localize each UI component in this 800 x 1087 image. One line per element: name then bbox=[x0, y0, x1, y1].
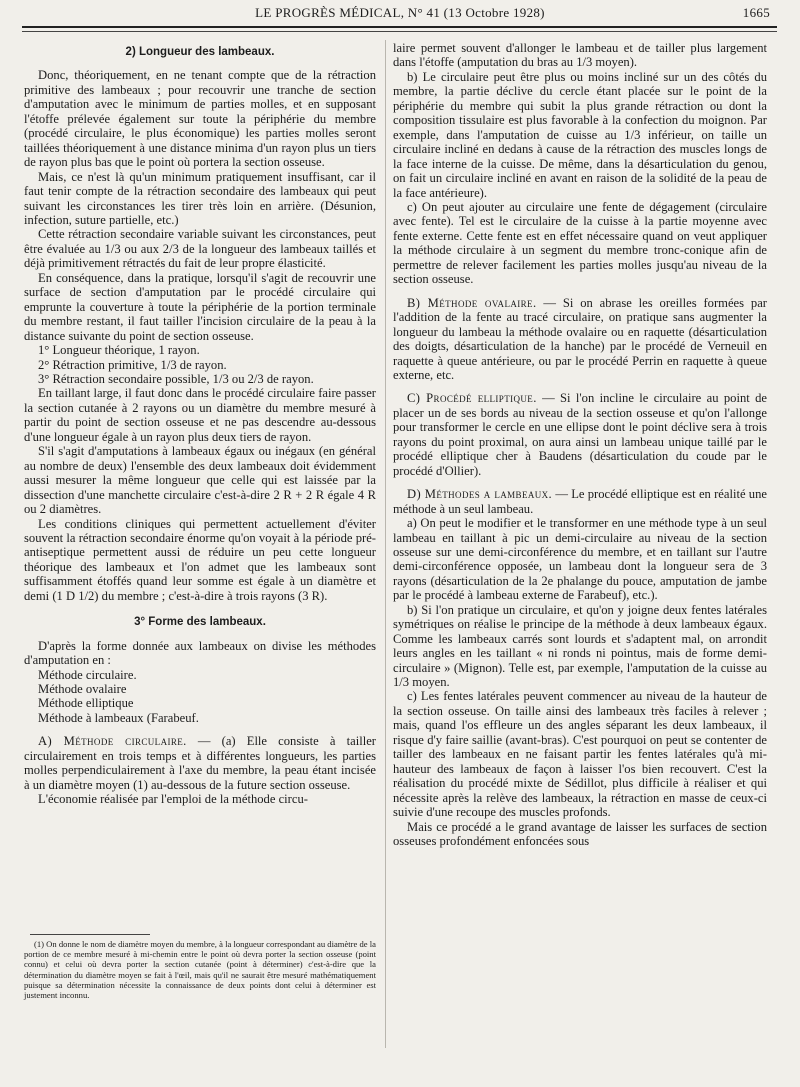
subsection-label: D) Méthodes a lambeaux. bbox=[407, 487, 553, 502]
list-item: Méthode circulaire. bbox=[38, 667, 137, 682]
section-heading-form: 3° Forme des lambeaux. bbox=[134, 616, 266, 629]
list-item: Méthode à lambeaux (Farabeuf. bbox=[38, 710, 199, 725]
paragraph bbox=[393, 296, 767, 383]
paragraph: En conséquence, dans la pratique, lorsqu'il s'agit de recouvrir une surface de section d'amputation par le procédé circulaire qui emprunte la couverture à toute la périphérie de la portion terminale du membre restant, il faut tailler l'incision circulaire de la peau à la distance suivante du point de section osseuse. bbox=[24, 270, 376, 343]
running-header bbox=[30, 5, 770, 25]
list-item: Méthode ovalaire bbox=[38, 682, 127, 697]
paragraph: Cette rétraction secondaire variable suivant les circonstances, peut être évaluée au 1/3 ou aux 2/3 de la longueur des lambeaux taillés et déjà primitivement rétractés du fait de leur propre élasticité. bbox=[24, 227, 376, 271]
list-item: Méthode elliptique bbox=[38, 696, 134, 711]
paragraph-text: — (a) Elle consiste à tailler circulairement en trois temps et à différentes longueurs, les parties molles perpendiculairement à l'axe du membre, la peau étant incisée à un diamètre moyen (1) au-dessous de la future section osseuse. bbox=[24, 734, 376, 792]
footnote-text: (1) On donne le nom de diamètre moyen du membre, à la longueur correspondant au diamètre de la portion de ce membre mesuré à mi-chemin entre le point où devra porter la section osseuse (point connu) et celui où devra porter la section cutanée (point à déterminer) c'est-à-dire que la détermination du diamètre moyen se fait à l'œil, mais qu'il ne saurait être mesuré mathématiquement puisque sa détermination nécessite la connaissance de deux points dont celui à déterminer est justement inconnu. bbox=[24, 939, 376, 1001]
paragraph: Les conditions cliniques qui permettent actuellement d'éviter souvent la rétraction secondaire énorme qu'on voyait à la période pré-antiseptique permettent aussi de réduire un peu cette longueur théorique des lambeaux et l'on admet que les lambeaux sont suffisamment étoffés quand leur somme est égale à un diamètre et demi (1 D 1/2) du membre ; c'est-à-dire à trois rayons (3 R). bbox=[24, 516, 376, 603]
paragraph bbox=[393, 487, 767, 516]
paragraph: c) Les fentes latérales peuvent commencer au niveau de la hauteur de la section osseuse. On taille ainsi des lambeaux très faciles à relever ; mais, quand l'os effleure un des angles séparant les deux lambeaux, il risque d'y faire saillie (avant-bras). C'est pourquoi on peut se contenter de tailler des lambeaux en ne faisant partir les fentes latérales qu'à mi-hauteur des lambeaux de façon à laisser l'os bien recouvert. C'est la réalisation du procédé mixte de Sédillot, plus difficile à réaliser et qui nécessite après la relève des lambeaux, la rétraction en masse de ceux-ci suivie d'une recoupe des muscles profonds. bbox=[393, 689, 767, 820]
footnote-rule bbox=[30, 934, 150, 935]
journal-title: LE PROGRÈS MÉDICAL, N° 41 (13 Octobre 1928) bbox=[255, 5, 545, 20]
subsection-label: C) Procédé elliptique. bbox=[407, 391, 537, 406]
footnote bbox=[24, 939, 376, 1000]
list-item: 3° Rétraction secondaire possible, 1/3 ou 2/3 de rayon. bbox=[38, 371, 314, 386]
paragraph bbox=[24, 734, 376, 792]
header-rule bbox=[22, 26, 777, 28]
right-column bbox=[393, 41, 767, 848]
list-item: 2° Rétraction primitive, 1/3 de rayon. bbox=[38, 357, 227, 372]
paragraph-text: — Si on abrase les oreilles formées par l'addition de la fente au tracé circulaire, on pratique sans augmenter la longueur du lambeau la méthode ovalaire ou en raquette (désarticulation des doigts, désarticulation de la hanche) par le procédé de Verneuil en raquette à queue antérieure, ou par le procédé Perrin en raquette à queue externe, etc. bbox=[393, 295, 767, 382]
paragraph: laire permet souvent d'allonger le lambeau et de tailler plus largement dans l'étoffe (amputation du bras au 1/3 moyen). bbox=[393, 41, 767, 70]
paragraph: Mais, ce n'est là qu'un minimum pratiquement insuffisant, car il faut tenir compte de la rétraction secondaire des lambeaux qui peut suivant les circonstances les tirer très loin en arrière. (Désunion, infection, suture partielle, etc.) bbox=[24, 169, 376, 227]
list-item: 1° Longueur théorique, 1 rayon. bbox=[38, 343, 200, 358]
paragraph: S'il s'agit d'amputations à lambeaux égaux ou inégaux (en général au nombre de deux) l'ensemble des deux lambeaux doit évidemment aussi mesurer la même longueur que celle qui est laissée par la dissection d'une manchette circulaire c'est-à-dire 2 R + 2 R égale 4 R ou 2 diamètres. bbox=[24, 444, 376, 517]
subsection-label: B) Méthode ovalaire. bbox=[407, 295, 537, 310]
paragraph bbox=[393, 391, 767, 478]
paragraph: D'après la forme donnée aux lambeaux on divise les méthodes d'amputation en : bbox=[24, 638, 376, 668]
column-divider bbox=[385, 40, 386, 1048]
subsection-label: A) Méthode circulaire. bbox=[38, 734, 187, 749]
section-heading-length: 2) Longueur des lambeaux. bbox=[125, 46, 275, 58]
header-rule-thin bbox=[22, 31, 777, 32]
paragraph-text: — Si l'on incline le circulaire au point de placer un de ses bords au niveau de la section osseuse et qu'on l'allonge pour transformer le cercle en une ellipse dont le point déclive sera à trois rayons du point proximal, on aura ainsi un lambeau unique taillé par le procédé elliptique cher à Baudens (désarticulation du coude par le procédé d'Ollier). bbox=[393, 391, 767, 478]
left-column bbox=[24, 41, 376, 807]
paragraph-text: — Le procédé elliptique est en réalité une méthode à un seul lambeau. bbox=[393, 487, 767, 516]
paragraph: c) On peut ajouter au circulaire une fente de dégagement (circulaire avec fente). Tel est le circulaire de la cuisse à la partie moyenne avec fente externe. Cette fente est en effet nécessaire quand on veut appliquer la méthode circulaire à un segment du membre tronc-conique afin de permettre de relever facilement les parties molles jusqu'au niveau de la section osseuse. bbox=[393, 199, 767, 287]
paragraph: a) On peut le modifier et le transformer en une méthode type à un seul lambeau en taillant à pic un demi-circulaire au niveau de la section osseuse sur une demi-circonférence du membre, et en taillant sur l'autre demi-circonférence opposée, un lambeau dont la longueur sera de 3 rayons (désarticulation de la 2e phalange du pouce, amputation de jambe par le procédé à lambeau externe de Farabeuf), etc.). bbox=[393, 516, 767, 603]
paragraph: Donc, théoriquement, en ne tenant compte que de la rétraction primitive des lambeaux ; pour recouvrir une tranche de section d'amputation avec le minimum de parties molles, et en supposant l'étoffe prélevée également sur toute la périphérie du membre (procédé circulaire, le plus économique) les parties molles seront taillées théoriquement à une distance minima d'un rayon plus un tiers de rayon plus bas que le point où portera la section osseuse. bbox=[24, 68, 376, 170]
paragraph: b) Le circulaire peut être plus ou moins incliné sur un des côtés du membre, la partie déclive du cercle étant placée sur le point de la périphérie du membre qui subit la plus grande rétraction ou dont la composition tissulaire est plus favorable à la confection du moignon. Par exemple, dans l'amputation de cuisse au 1/3 inférieur, on taille un circulaire incliné en dedans à cause de la rétraction des muscles longs de la face interne de la cuisse. De même, dans la désarticulation du genou, on fait un circulaire incliné en avant en raison de la solidité de la peau de la face antérieure). bbox=[393, 69, 767, 200]
paragraph: L'économie réalisée par l'emploi de la méthode circu- bbox=[38, 792, 308, 807]
paragraph: En taillant large, il faut donc dans le procédé circulaire faire passer la section cutanée à 2 rayons ou un diamètre du membre mesuré à partir du point de section osseuse et ne pas descendre au-dessous d'une longueur égale à un rayon plus deux tiers de rayon. bbox=[24, 386, 376, 444]
paragraph: b) Si l'on pratique un circulaire, et qu'on y joigne deux fentes latérales symétriques on réalise le principe de la méthode à deux lambeaux égaux. Comme les lambeaux carrés sont lourds et s'adaptent mal, on arrondit leurs angles en les taillant « ni ronds ni pointus, mais de forme demi-circulaire » (Mignon). Telle est, par exemple, l'amputation de la cuisse au 1/3 moyen. bbox=[393, 602, 767, 690]
paragraph: Mais ce procédé a le grand avantage de laisser les surfaces de section osseuses profondément enfoncées sous bbox=[393, 819, 767, 849]
page-number: 1665 bbox=[742, 5, 770, 20]
